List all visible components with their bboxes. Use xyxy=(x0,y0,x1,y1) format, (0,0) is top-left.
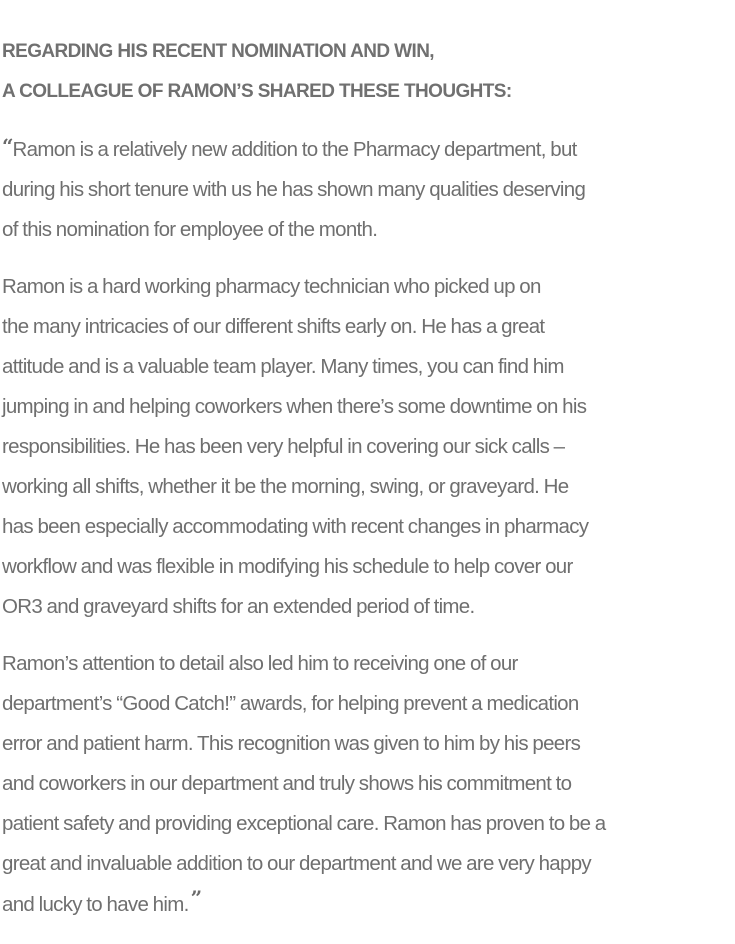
quote-paragraph-2 xyxy=(2,267,735,627)
quote-line: jumping in and helping coworkers when there’s some downtime on his xyxy=(2,395,587,418)
quote-line: department’s “Good Catch!” awards, for helping prevent a medication xyxy=(2,692,579,715)
quote-line: working all shifts, whether it be the morning, swing, or graveyard. He xyxy=(2,475,569,498)
quote-paragraph-3 xyxy=(2,644,735,925)
quote-line: OR3 and graveyard shifts for an extended period of time. xyxy=(2,595,475,618)
quote-line: error and patient harm. This recognition was given to him by his peers xyxy=(2,732,581,755)
quote-line: responsibilities. He has been very helpful in covering our sick calls – xyxy=(2,435,565,458)
heading-line-1: REGARDING HIS RECENT NOMINATION AND WIN, xyxy=(2,41,434,62)
quote-line: and lucky to have him. ” xyxy=(2,886,201,916)
quote-line: Ramon’s attention to detail also led him to receiving one of our xyxy=(2,652,518,675)
quote-line: the many intricacies of our different shifts early on. He has a great xyxy=(2,315,545,338)
quote-line: has been especially accommodating with recent changes in pharmacy xyxy=(2,515,589,538)
quote-line: patient safety and providing exceptional care. Ramon has proven to be a xyxy=(2,812,606,835)
testimonial-article xyxy=(2,32,735,942)
quote-line: during his short tenure with us he has shown many qualities deserving xyxy=(2,178,586,201)
section-heading xyxy=(2,32,735,112)
quote-line: and coworkers in our department and truly shows his commitment to xyxy=(2,772,572,795)
quote-line: Ramon is a hard working pharmacy technician who picked up on xyxy=(2,275,541,298)
quote-line: “Ramon is a relatively new addition to the Pharmacy department, but xyxy=(2,134,577,161)
heading-line-2: A COLLEAGUE OF RAMON’S SHARED THESE THOUGHTS: xyxy=(2,81,512,102)
quote-paragraph-1 xyxy=(2,129,735,250)
quote-line: attitude and is a valuable team player. Many times, you can find him xyxy=(2,355,564,378)
quote-line: workflow and was flexible in modifying his schedule to help cover our xyxy=(2,555,573,578)
close-quote-icon: ” xyxy=(190,886,201,910)
colleague-quote xyxy=(2,129,735,925)
quote-line: of this nomination for employee of the month. xyxy=(2,218,378,241)
quote-line: great and invaluable addition to our department and we are very happy xyxy=(2,852,591,875)
open-quote-icon: “ xyxy=(2,134,12,158)
